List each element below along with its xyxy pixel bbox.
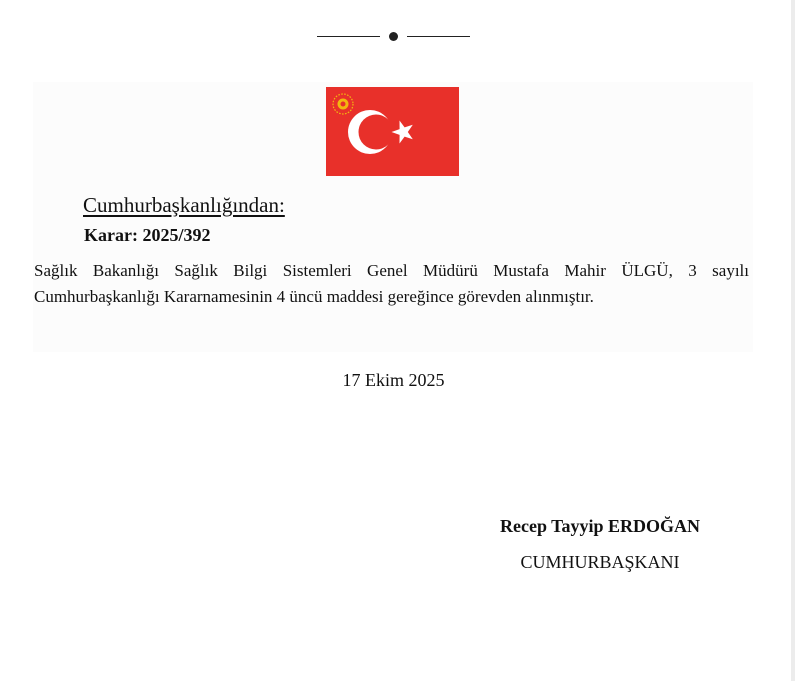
decision-body: Sağlık Bakanlığı Sağlık Bilgi Sistemleri Genel Müdürü Mustafa Mahir ÜLGÜ, 3 sayılı Cumhurbaşkanlığı Kararnamesinin 4 üncü maddesi gereğince görevden alınmıştır. xyxy=(34,261,749,306)
section-divider-icon xyxy=(317,26,470,44)
issuer-heading: Cumhurbaşkanlığından: xyxy=(83,193,285,217)
divider-dot xyxy=(389,32,398,41)
scrollbar[interactable] xyxy=(791,0,795,681)
signatory-title: CUMHURBAŞKANI xyxy=(520,552,680,572)
decision-date: 17 Ekim 2025 xyxy=(342,370,445,390)
turkish-flag-icon xyxy=(326,87,459,176)
divider-line-right xyxy=(407,36,470,37)
divider-line-left xyxy=(317,36,380,37)
signatory-name: Recep Tayyip ERDOĞAN xyxy=(499,516,701,536)
decision-number: Karar: 2025/392 xyxy=(84,225,211,245)
